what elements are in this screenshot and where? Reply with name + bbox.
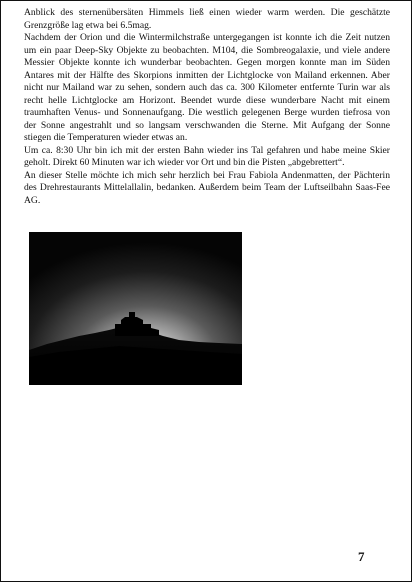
paragraph-observation: Nachdem der Orion und die Wintermilchstraße untergegangen ist konnte ich die Zeit nutzen um ein paar Deep-Sky Objekte zu beobachten. M104, die Sombreogalaxie, und viele andere Messier Objekte konnte ich wunderbar beobachten. Gegen morgen konnte man im Süden Antares mit der Hälfte des Skorpions inmitten der Lichtglocke von Mailand erkennen. Aber nicht nur Mailand war zu sehen, sondern auch das ca. 300 Kilometer entfernte Turin war als recht helle Lichtglocke am Horizont. Beendet wurde diese wunderbare Nacht mit einem traumhaften Venus- und Sonnenaufgang. Die westlich gelegenen Berge wurden tiefrosa von der Sonne angestrahlt und so langsam verschwanden die Sterne. Mit Aufgang der Sonne stiegen die Temperaturen wieder etwas an. — [24, 32, 390, 143]
paragraph-sky: Anblick des sternenübersäten Himmels ließ einen wieder warm werden. Die geschätzte Grenzgröße lag etwa bei 6.5mag. — [24, 7, 390, 31]
sunrise-photo — [29, 232, 242, 385]
page-number: 7 — [358, 549, 365, 564]
paragraph-thanks: An dieser Stelle möchte ich mich sehr herzlich bei Frau Fabiola Andenmatten, der Pächterin des Drehrestaurants Mittelallalin, bedanken. Außerdem beim Team der Luftseilbahn Saas-Fee AG. — [24, 169, 390, 206]
sunrise-silhouette-image — [29, 232, 242, 385]
article-body — [24, 7, 390, 207]
paragraph-return: Um ca. 8:30 Uhr bin ich mit der ersten Bahn wieder ins Tal gefahren und habe meine Skier geholt. Direkt 60 Minuten war ich wieder vor Ort und bin die Pisten „abgebrettert“. — [24, 144, 390, 168]
